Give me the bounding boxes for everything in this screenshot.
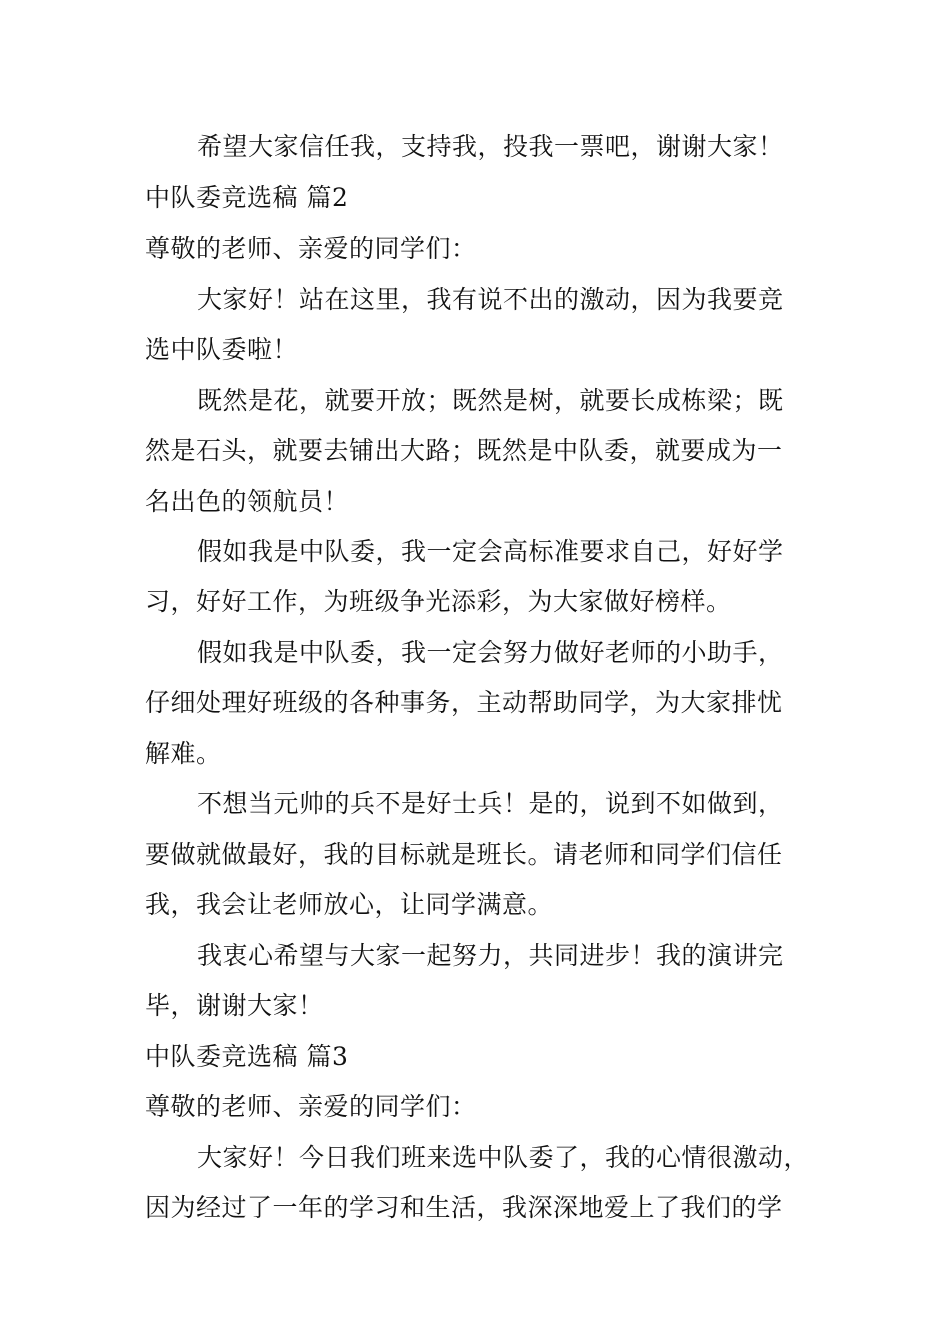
- paragraph-line: 要做就做最好，我的目标就是班长。请老师和同学们信任: [145, 840, 783, 869]
- paragraph-line: 因为经过了一年的学习和生活，我深深地爱上了我们的学: [145, 1193, 783, 1222]
- paragraph-line: 我衷心希望与大家一起努力，共同进步！我的演讲完: [197, 941, 784, 970]
- paragraph-line: 选中队委啦！: [145, 335, 299, 364]
- paragraph-line: 大家好！站在这里，我有说不出的激动，因为我要竞: [197, 285, 784, 314]
- paragraph-line: 大家好！今日我们班来选中队委了，我的心情很激动，: [197, 1143, 810, 1172]
- paragraph-line: 仔细处理好班级的各种事务，主动帮助同学，为大家排忧: [145, 688, 783, 717]
- paragraph-line: 习，好好工作，为班级争光添彩，为大家做好榜样。: [145, 587, 732, 616]
- section-heading: 中队委竞选稿 篇3: [145, 1042, 349, 1071]
- paragraph-line: 毕，谢谢大家！: [145, 991, 324, 1020]
- paragraph-line: 假如我是中队委，我一定会努力做好老师的小助手，: [197, 638, 784, 667]
- paragraph-line: 不想当元帅的兵不是好士兵！是的，说到不如做到，: [197, 789, 784, 818]
- paragraph-line: 希望大家信任我，支持我，投我一票吧，谢谢大家！: [197, 132, 784, 161]
- salutation-line: 尊敬的老师、亲爱的同学们：: [145, 234, 477, 263]
- section-heading: 中队委竞选稿 篇2: [145, 183, 349, 212]
- paragraph-line: 名出色的领航员！: [145, 487, 350, 516]
- paragraph-line: 我，我会让老师放心，让同学满意。: [145, 890, 554, 919]
- paragraph-line: 然是石头，就要去铺出大路；既然是中队委，就要成为一: [145, 436, 783, 465]
- salutation-line: 尊敬的老师、亲爱的同学们：: [145, 1092, 477, 1121]
- paragraph-line: 既然是花，就要开放；既然是树，就要长成栋梁；既: [197, 386, 784, 415]
- paragraph-line: 解难。: [145, 739, 222, 768]
- paragraph-line: 假如我是中队委，我一定会高标准要求自己，好好学: [197, 537, 784, 566]
